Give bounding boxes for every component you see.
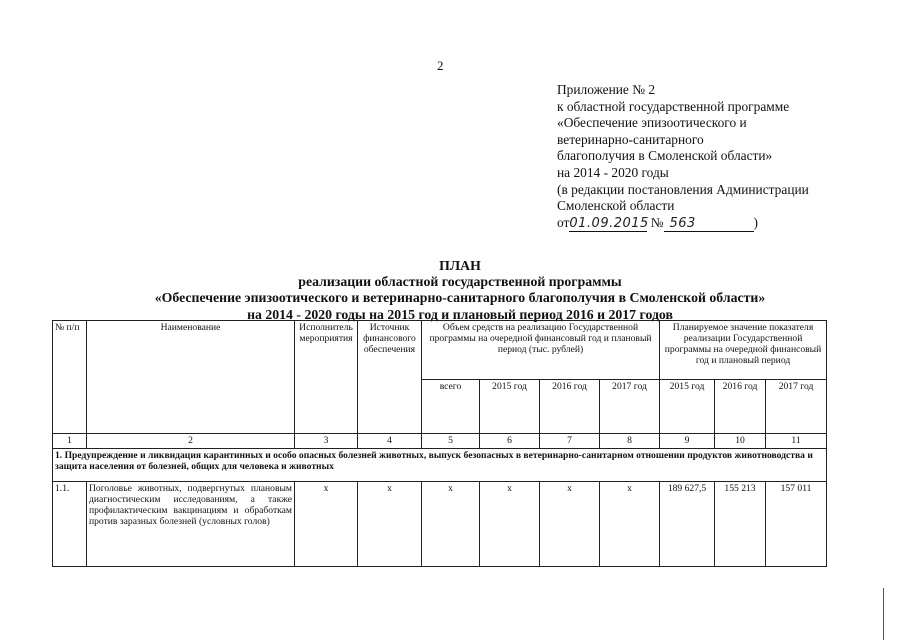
column-number: 5: [422, 434, 480, 449]
header-executor: Исполнитель мероприятия: [295, 321, 358, 434]
header-indicator: Планируемое значение показателя реализации Государственной программы на очередной финансовый год и плановый период: [660, 321, 827, 380]
column-number: 11: [766, 434, 827, 449]
row-indicator-2016: 155 213: [715, 482, 766, 567]
header-source: Источник финансового обеспечения: [358, 321, 422, 434]
row-num: 1.1.: [53, 482, 87, 567]
subheader-indicator-2017: 2017 год: [766, 380, 827, 434]
header-row: [53, 321, 827, 380]
row-indicator-2015: 189 627,5: [660, 482, 715, 567]
column-number: 2: [87, 434, 295, 449]
plan-period: на 2014 - 2020 годы на 2015 год и плановый период 2016 и 2017 годов: [247, 306, 673, 322]
column-number: 10: [715, 434, 766, 449]
appendix-line: «Обеспечение эпизоотического и: [557, 115, 747, 131]
appendix-block: [557, 82, 809, 232]
column-number: 7: [540, 434, 600, 449]
appendix-line: ветеринарно-санитарного: [557, 131, 704, 147]
column-number: 4: [358, 434, 422, 449]
appendix-line: Смоленской области: [557, 198, 675, 214]
date-prefix: от: [557, 214, 570, 230]
subheader-funds-2015: 2015 год: [480, 380, 540, 434]
appendix-line: на 2014 - 2020 годы: [557, 164, 669, 180]
row-total: х: [422, 482, 480, 567]
program-name: «Обеспечение эпизоотического и ветеринарно-санитарного благополучия в Смоленской области»: [154, 290, 766, 306]
appendix-line: Приложение № 2: [557, 82, 656, 97]
row-funds-2016: х: [540, 482, 600, 567]
subheader-total: всего: [422, 380, 480, 434]
header-funds: Объем средств на реализацию Государственной программы на очередной финансовый год и плановый период (тыс. рублей): [422, 321, 660, 380]
plan-title: ПЛАН: [439, 258, 481, 273]
row-indicator-2017: 157 011: [766, 482, 827, 567]
column-number: 3: [295, 434, 358, 449]
subheader-indicator-2015: 2015 год: [660, 380, 715, 434]
handwritten-date: 01.09.2015: [569, 215, 649, 231]
row-funds-2017: х: [600, 482, 660, 567]
plan-subtitle: реализации областной государственной программы: [298, 274, 622, 290]
plan-heading: [80, 258, 840, 323]
header-num: № п/п: [53, 321, 87, 434]
handwritten-number: 563: [669, 215, 696, 231]
row-name: Поголовье животных, подвергнутых плановым диагностическим исследованиям, а также профилактическим вакцинациям и обработкам против заразных болезней (условных голов): [87, 482, 295, 567]
plan-table: [52, 320, 827, 567]
section-title: 1. Предупреждение и ликвидация карантинных и особо опасных болезней животных, выпуск безопасных в ветеринарно-санитарном отношении продуктов животноводства и защита населения от болезней, общих для человека и животных: [53, 449, 827, 482]
number-prefix: №: [650, 214, 664, 230]
appendix-line: (в редакции постановления Администрации: [557, 181, 809, 197]
section-row: [53, 449, 827, 482]
column-number: 6: [480, 434, 540, 449]
row-executor: х: [295, 482, 358, 567]
table-row: [53, 482, 827, 567]
page-number: 2: [437, 58, 444, 73]
row-funds-2015: х: [480, 482, 540, 567]
header-name: Наименование: [87, 321, 295, 434]
column-number: 9: [660, 434, 715, 449]
decree-date-line: [557, 215, 809, 232]
column-number-row: [53, 434, 827, 449]
column-number: 1: [53, 434, 87, 449]
appendix-line: благополучия в Смоленской области»: [557, 148, 773, 164]
subheader-indicator-2016: 2016 год: [715, 380, 766, 434]
column-number: 8: [600, 434, 660, 449]
scan-edge-line: [883, 588, 884, 640]
close-paren: ): [753, 214, 758, 230]
appendix-line: к областной государственной программе: [557, 98, 790, 114]
row-source: х: [358, 482, 422, 567]
subheader-funds-2017: 2017 год: [600, 380, 660, 434]
subheader-funds-2016: 2016 год: [540, 380, 600, 434]
